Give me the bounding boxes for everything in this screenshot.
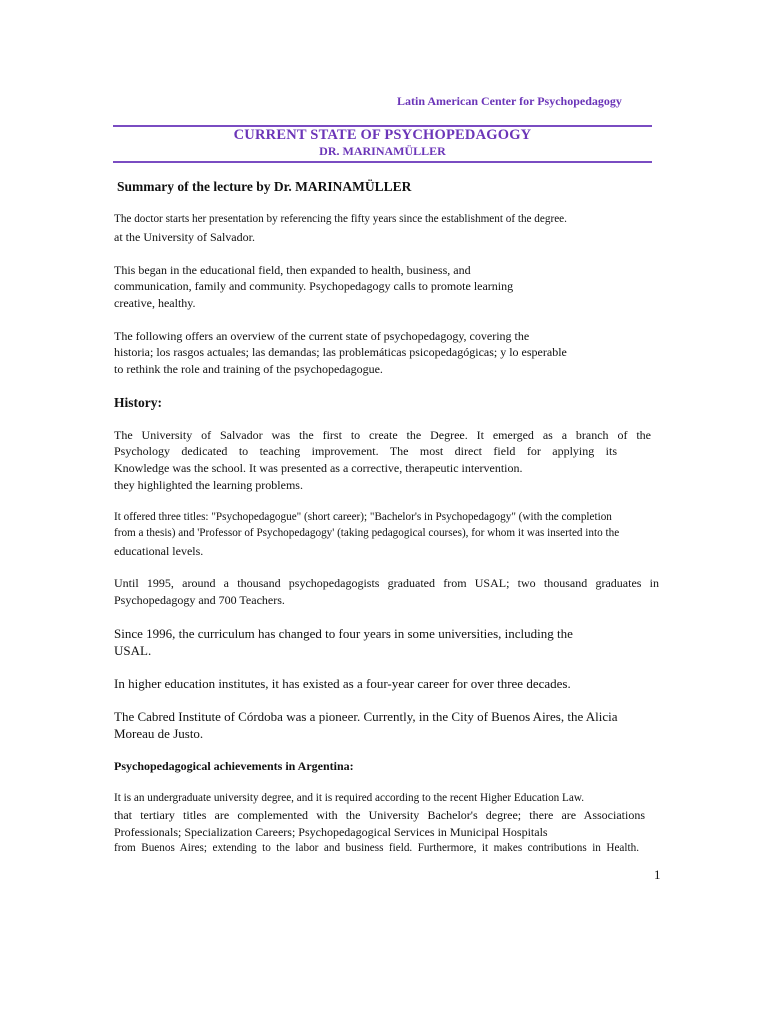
paragraph-line: from a thesis) and 'Professor of Psychopedagogy' (taking pedagogical courses), for whom it was inserted into the (114, 527, 620, 539)
document-title: CURRENT STATE OF PSYCHOPEDAGOGY (233, 127, 532, 143)
paragraph-line: communication, family and community. Psychopedagogy calls to promote learning (114, 279, 514, 293)
page-number: 1 (654, 867, 661, 882)
paragraph-line: Moreau de Justo. (114, 726, 204, 741)
paragraph-line: Psychology dedicated to teaching improvement. The most direct field for applying its (114, 444, 617, 458)
summary-heading: Summary of the lecture by Dr. MARINAMÜLLER (117, 179, 412, 194)
paragraph-line: The following offers an overview of the current state of psychopedagogy, covering the (114, 329, 530, 343)
paragraph-line: that tertiary titles are complemented with the University Bachelor's degree; there are Associations (114, 808, 645, 822)
paragraph-line: In higher education institutes, it has existed as a four-year career for over three decades. (114, 676, 571, 691)
paragraph-line: educational levels. (114, 544, 204, 558)
paragraph-line: The doctor starts her presentation by referencing the fifty years since the establishment of the degree. (114, 213, 567, 225)
paragraph-line: This began in the educational field, then expanded to health, business, and (114, 263, 471, 277)
paragraph-line: to rethink the role and training of the psychopedagogue. (114, 362, 383, 376)
paragraph-line: The University of Salvador was the first to create the Degree. It emerged as a branch of the (114, 428, 651, 442)
paragraph-line: Professionals; Specialization Careers; Psychopedagogical Services in Municipal Hospitals (114, 825, 548, 839)
organization-name: Latin American Center for Psychopedagogy (397, 94, 622, 108)
achievements-heading: Psychopedagogical achievements in Argentina: (114, 759, 354, 773)
paragraph-line: It offered three titles: "Psychopedagogue" (short career); "Bachelor's in Psychopedagogy" (with the completion (114, 511, 612, 523)
paragraph-line: The Cabred Institute of Córdoba was a pioneer. Currently, in the City of Buenos Aires, the Alicia (114, 709, 618, 724)
paragraph-line: Until 1995, around a thousand psychopedagogists graduated from USAL; two thousand graduates in (114, 576, 659, 590)
paragraph-line: Psychopedagogy and 700 Teachers. (114, 593, 285, 607)
paragraph-line: from Buenos Aires; extending to the labor and business field. Furthermore, it makes contributions in Health. (114, 842, 639, 854)
paragraph-line: they highlighted the learning problems. (114, 478, 303, 492)
paragraph-line: historia; los rasgos actuales; las demandas; las problemáticas psicopedagógicas; y lo esperable (114, 345, 567, 359)
document-author: DR. MARINAMÜLLER (319, 144, 446, 158)
paragraph-line: at the University of Salvador. (114, 230, 255, 244)
paragraph-line: Since 1996, the curriculum has changed to four years in some universities, including the (114, 626, 573, 641)
bottom-divider (113, 161, 652, 163)
paragraph-line: Knowledge was the school. It was presented as a corrective, therapeutic intervention. (114, 461, 523, 475)
paragraph-line: USAL. (114, 643, 152, 658)
paragraph-line: creative, healthy. (114, 296, 196, 310)
history-heading: History: (114, 395, 162, 410)
paragraph-line: It is an undergraduate university degree, and it is required according to the recent Higher Education Law. (114, 792, 585, 804)
